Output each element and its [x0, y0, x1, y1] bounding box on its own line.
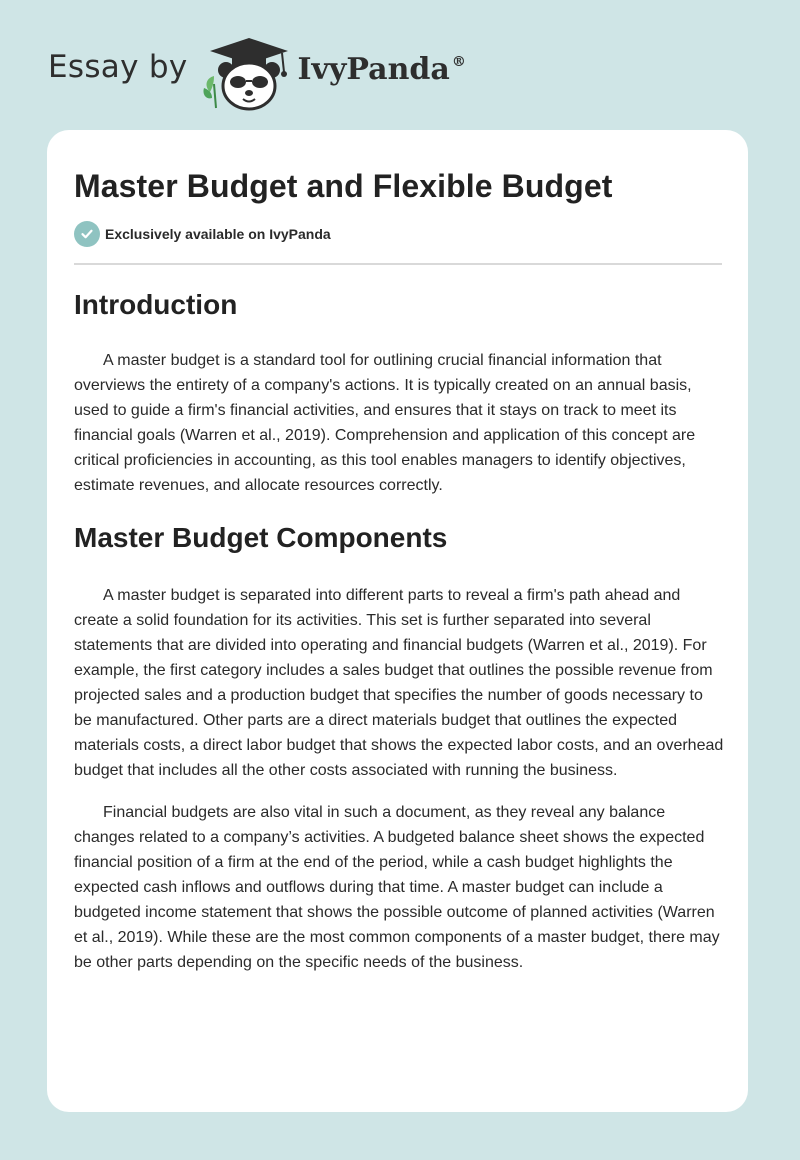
check-circle-icon	[74, 221, 100, 247]
panda-graduate-logo-icon[interactable]	[202, 34, 296, 112]
site-header	[48, 34, 466, 112]
paragraph: Financial budgets are also vital in such a document, as they reveal any balance changes related to a company’s activities. A budgeted balance sheet shows the expected financial position of a firm at the end of the period, while a cash budget highlights the expected cash inflows and outflows during that time. A master budget can include a budgeted income statement that shows the possible outcome of planned activities (Warren et al., 2019). While these are the most common components of a master budget, there may be other parts depending on the specific needs of the business.	[74, 804, 720, 971]
brand-name[interactable]	[298, 52, 466, 87]
section-heading-components: Master Budget Components	[74, 522, 448, 553]
registered-mark: ®	[451, 53, 466, 70]
paragraph: A master budget is separated into different parts to reveal a firm's path ahead and create a solid foundation for its activities. This set is further separated into several statements that are divided into operating and financial budgets (Warren et al., 2019). For example, the first category includes a sales budget that outlines the possible revenue from projected sales and a production budget that specifies the number of goods necessary to be manufactured. Other parts are a direct materials budget that outlines the expected materials costs, a direct labor budget that shows the expected labor costs, and an overhead budget that includes all the other costs associated with running the business.	[74, 587, 724, 779]
exclusive-label: Exclusively available on IvyPanda	[105, 226, 331, 242]
divider	[74, 263, 722, 265]
essay-card	[47, 130, 748, 1112]
paragraph: A master budget is a standard tool for outlining crucial financial information that overviews the entirety of a company's actions. It is typically created on an annual basis, used to guide a firm's financial activities, and ensures that it stays on track to meet its financial goals (Warren et al., 2019). Comprehension and application of this concept are critical proficiencies in accounting, as this tool enables managers to identify objectives, estimate revenues, and allocate resources correctly.	[74, 352, 696, 494]
exclusive-badge	[74, 221, 721, 247]
brand-text: IvyPanda	[297, 51, 450, 87]
section-heading-introduction: Introduction	[74, 289, 238, 320]
page-title: Master Budget and Flexible Budget	[74, 168, 613, 204]
essay-by-label: Essay by	[48, 49, 188, 85]
